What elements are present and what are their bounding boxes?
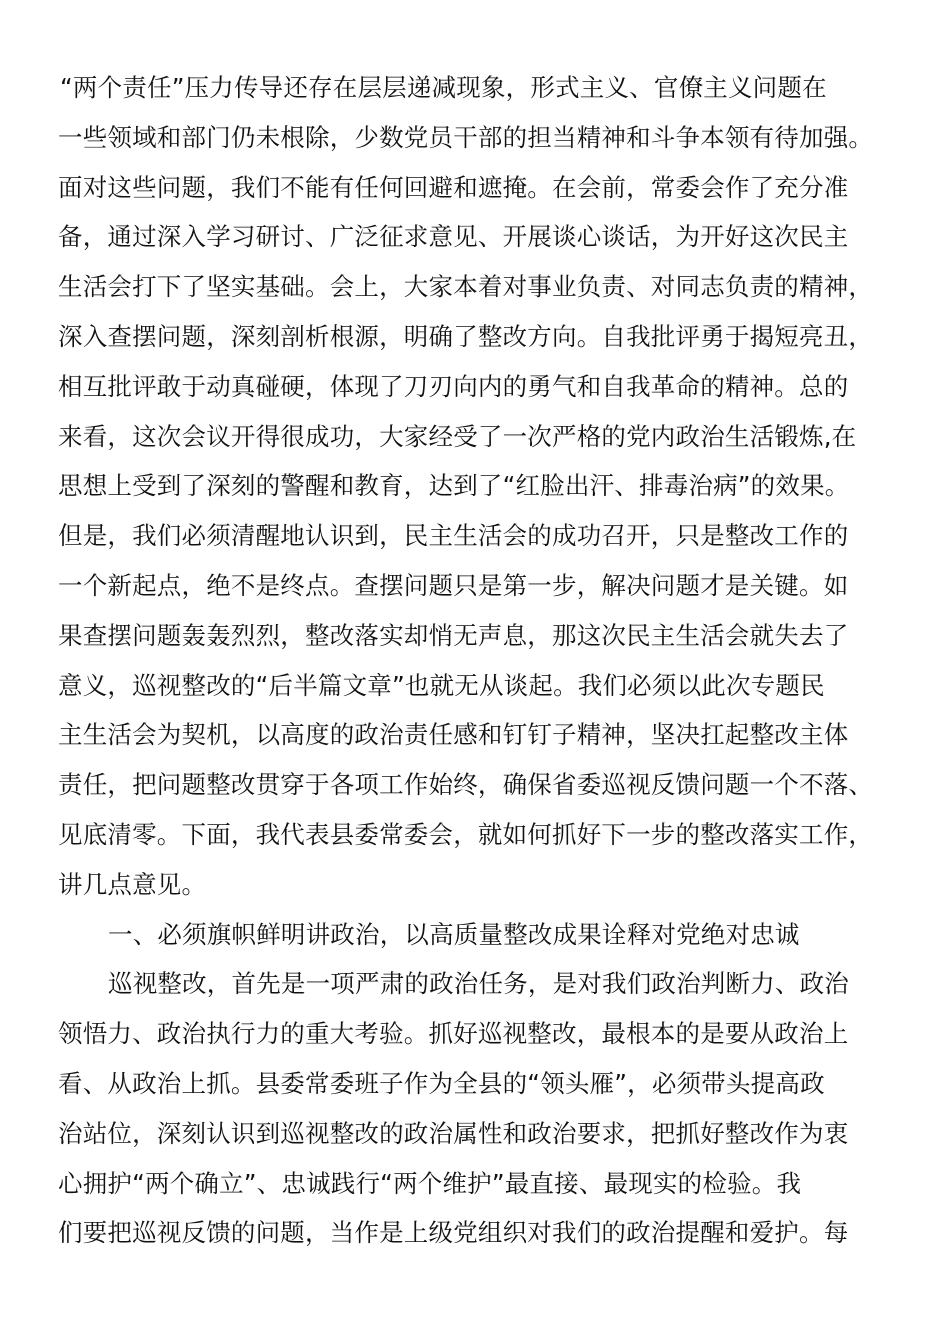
text-line: 一个新起点，绝不是终点。查摆问题只是第一步，解决问题才是关键。如 [58,570,849,600]
text-line: 领悟力、政治执行力的重大考验。抓好巡视整改，最根本的是要从政治上 [58,1019,849,1049]
text-line: 果查摆问题轰轰烈烈，整改落实却悄无声息，那这次民主生活会就失去了 [58,620,849,650]
text-line: 心拥护“两个确立”、忠诚践行“两个维护”最直接、最现实的检验。我 [58,1168,802,1198]
text-line: 治站位，深刻认识到巡视整改的政治属性和政治要求，把抓好整改作为衷 [58,1118,849,1148]
text-line: 相互批评敢于动真碰硬，体现了刀刃向内的勇气和自我革命的精神。总的 [58,371,849,401]
text-line: 备，通过深入学习研讨、广泛征求意见、开展谈心谈话，为开好这次民主 [58,222,849,252]
text-line: 深入查摆问题，深刻剖析根源，明确了整改方向。自我批评勇于揭短亮丑， [58,321,874,351]
text-line: 一些领域和部门仍未根除，少数党员干部的担当精神和斗争本领有待加强。 [58,122,874,152]
text-line: 们要把巡视反馈的问题，当作是上级党组织对我们的政治提醒和爱护。每 [58,1218,849,1248]
text-line: 见底清零。下面，我代表县委常委会，就如何抓好下一步的整改落实工作， [58,819,874,849]
text-line: 生活会打下了坚实基础。会上，大家本着对事业负责、对同志负责的精神， [58,272,874,302]
text-line: 但是，我们必须清醒地认识到，民主生活会的成功召开，只是整改工作的 [58,521,849,551]
text-line: 思想上受到了深刻的警醒和教育，达到了“红脸出汗、排毒治病”的效果。 [58,471,850,501]
text-line: 巡视整改，首先是一项严肃的政治任务，是对我们政治判断力、政治 [108,969,849,999]
text-line: 主生活会为契机，以高度的政治责任感和钉钉子精神，坚决扛起整改主体 [58,720,849,750]
text-line: “两个责任”压力传导还存在层层递减现象，形式主义、官僚主义问题在 [60,73,827,102]
document-body [58,63,908,1258]
section-heading: 一、必须旗帜鲜明讲政治，以高质量整改成果诠释对党绝对忠诚 [108,919,800,949]
text-line: 来看，这次会议开得很成功，大家经受了一次严格的党内政治生活锻炼,在 [58,421,857,451]
text-line: 面对这些问题，我们不能有任何回避和遮掩。在会前，常委会作了充分准 [58,172,849,202]
paragraph-2 [58,959,908,1258]
text-line: 讲几点意见。 [58,869,207,899]
text-line: 意义，巡视整改的“后半篇文章”也就无从谈起。我们必须以此次专题民 [58,670,825,700]
text-line: 责任，把问题整改贯穿于各项工作始终，确保省委巡视反馈问题一个不落、 [58,770,874,800]
text-line: 看、从政治上抓。县委常委班子作为全县的“领头雁”，必须带头提高政 [58,1068,825,1098]
paragraph-1 [58,63,908,910]
